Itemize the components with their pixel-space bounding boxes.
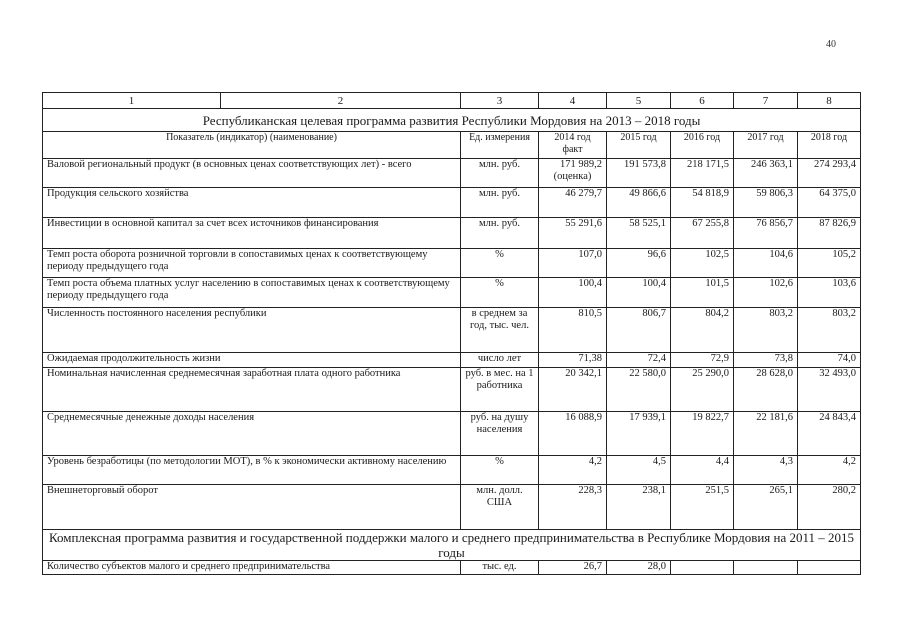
column-number: 6 bbox=[671, 93, 734, 109]
indicator-cell: Численность постоянного населения республики bbox=[43, 308, 461, 353]
column-number: 8 bbox=[798, 93, 861, 109]
value-2017: 104,6 bbox=[734, 249, 798, 278]
value-2015: 238,1 bbox=[607, 485, 671, 530]
section-title: Комплексная программа развития и государственной поддержки малого и среднего предпринимательства в Республике Мордовия на 2011 – 2015 годы bbox=[43, 530, 861, 561]
header-row bbox=[43, 132, 861, 159]
value-2014: 100,4 bbox=[539, 278, 607, 308]
value-2017: 28 628,0 bbox=[734, 368, 798, 412]
unit-cell: млн. руб. bbox=[461, 218, 539, 249]
column-number: 5 bbox=[607, 93, 671, 109]
unit-cell: млн. руб. bbox=[461, 188, 539, 218]
value-2014: 107,0 bbox=[539, 249, 607, 278]
value-2014: 16 088,9 bbox=[539, 412, 607, 456]
value-2018: 105,2 bbox=[798, 249, 861, 278]
column-number: 3 bbox=[461, 93, 539, 109]
indicator-cell: Номинальная начисленная среднемесячная заработная плата одного работника bbox=[43, 368, 461, 412]
value-2016: 102,5 bbox=[671, 249, 734, 278]
table-row bbox=[43, 368, 861, 412]
value-2014: 55 291,6 bbox=[539, 218, 607, 249]
year-label: 2014 год bbox=[554, 132, 591, 143]
indicator-header: Показатель (индикатор) (наименование) bbox=[43, 132, 461, 159]
table-row bbox=[43, 485, 861, 530]
value-2016: 804,2 bbox=[671, 308, 734, 353]
unit-cell: руб. на душу населения bbox=[461, 412, 539, 456]
value-2016: 251,5 bbox=[671, 485, 734, 530]
value-2015: 4,5 bbox=[607, 456, 671, 485]
value-2016: 54 818,9 bbox=[671, 188, 734, 218]
table-row bbox=[43, 249, 861, 278]
value-2018: 64 375,0 bbox=[798, 188, 861, 218]
year-header-2016: 2016 год bbox=[671, 132, 734, 159]
value-2018: 87 826,9 bbox=[798, 218, 861, 249]
value-2014 bbox=[539, 159, 607, 188]
value-2016 bbox=[671, 561, 734, 575]
indicator-cell: Инвестиции в основной капитал за счет всех источников финансирования bbox=[43, 218, 461, 249]
table-row bbox=[43, 159, 861, 188]
year-header-2018: 2018 год bbox=[798, 132, 861, 159]
unit-cell: % bbox=[461, 456, 539, 485]
value-2014: 20 342,1 bbox=[539, 368, 607, 412]
value-2017: 22 181,6 bbox=[734, 412, 798, 456]
unit-cell: млн. долл. США bbox=[461, 485, 539, 530]
value-2015: 100,4 bbox=[607, 278, 671, 308]
value-2017 bbox=[734, 561, 798, 575]
value-2018: 274 293,4 bbox=[798, 159, 861, 188]
indicator-cell: Темп роста объема платных услуг населению в сопоставимых ценах к соответствующему периоду предыдущего года bbox=[43, 278, 461, 308]
value-2015: 49 866,6 bbox=[607, 188, 671, 218]
indicator-cell: Валовой региональный продукт (в основных ценах соответствующих лет) - всего bbox=[43, 159, 461, 188]
value-2017: 265,1 bbox=[734, 485, 798, 530]
table-row bbox=[43, 412, 861, 456]
indicator-cell: Внешнеторговый оборот bbox=[43, 485, 461, 530]
indicator-cell: Уровень безработицы (по методологии МОТ), в % к экономически активному населению bbox=[43, 456, 461, 485]
unit-cell: млн. руб. bbox=[461, 159, 539, 188]
value-2017: 4,3 bbox=[734, 456, 798, 485]
value-2016: 101,5 bbox=[671, 278, 734, 308]
value: 171 989,2 bbox=[560, 159, 602, 170]
value-2018: 280,2 bbox=[798, 485, 861, 530]
unit-header: Ед. измерения bbox=[461, 132, 539, 159]
value-2017: 102,6 bbox=[734, 278, 798, 308]
value-2014: 26,7 bbox=[539, 561, 607, 575]
year-note: факт bbox=[562, 144, 583, 155]
section-title: Республиканская целевая программа развития Республики Мордовия на 2013 – 2018 годы bbox=[43, 109, 861, 132]
indicator-cell: Среднемесячные денежные доходы населения bbox=[43, 412, 461, 456]
table-row bbox=[43, 353, 861, 368]
value-2018: 24 843,4 bbox=[798, 412, 861, 456]
table-row bbox=[43, 456, 861, 485]
value-2015: 58 525,1 bbox=[607, 218, 671, 249]
indicators-table bbox=[42, 92, 861, 575]
value-2017: 76 856,7 bbox=[734, 218, 798, 249]
unit-cell: % bbox=[461, 249, 539, 278]
value-2015: 96,6 bbox=[607, 249, 671, 278]
year-header-2014 bbox=[539, 132, 607, 159]
value-2014: 4,2 bbox=[539, 456, 607, 485]
column-number-row bbox=[43, 93, 861, 109]
value-2014: 71,38 bbox=[539, 353, 607, 368]
indicator-cell: Темп роста оборота розничной торговли в сопоставимых ценах к соответствующему периоду предыдущего года bbox=[43, 249, 461, 278]
unit-cell: руб. в мес. на 1 работника bbox=[461, 368, 539, 412]
table-row bbox=[43, 561, 861, 575]
value-2016: 25 290,0 bbox=[671, 368, 734, 412]
value-2015: 191 573,8 bbox=[607, 159, 671, 188]
year-header-2015: 2015 год bbox=[607, 132, 671, 159]
value-2015: 22 580,0 bbox=[607, 368, 671, 412]
year-header-2017: 2017 год bbox=[734, 132, 798, 159]
column-number: 1 bbox=[43, 93, 221, 109]
value-2017: 59 806,3 bbox=[734, 188, 798, 218]
table-row bbox=[43, 188, 861, 218]
column-number: 4 bbox=[539, 93, 607, 109]
value-2015: 17 939,1 bbox=[607, 412, 671, 456]
value-2018 bbox=[798, 561, 861, 575]
value-note: (оценка) bbox=[553, 171, 592, 182]
page-number: 40 bbox=[826, 39, 836, 50]
section-title-row bbox=[43, 109, 861, 132]
value-2016: 218 171,5 bbox=[671, 159, 734, 188]
section-title-row bbox=[43, 530, 861, 561]
column-number: 2 bbox=[221, 93, 461, 109]
value-2016: 4,4 bbox=[671, 456, 734, 485]
unit-cell: тыс. ед. bbox=[461, 561, 539, 575]
value-2014: 810,5 bbox=[539, 308, 607, 353]
value-2018: 32 493,0 bbox=[798, 368, 861, 412]
value-2016: 72,9 bbox=[671, 353, 734, 368]
value-2017: 246 363,1 bbox=[734, 159, 798, 188]
value-2017: 803,2 bbox=[734, 308, 798, 353]
table-row bbox=[43, 278, 861, 308]
value-2018: 803,2 bbox=[798, 308, 861, 353]
value-2016: 67 255,8 bbox=[671, 218, 734, 249]
unit-cell: число лет bbox=[461, 353, 539, 368]
value-2018: 4,2 bbox=[798, 456, 861, 485]
value-2018: 103,6 bbox=[798, 278, 861, 308]
value-2014: 46 279,7 bbox=[539, 188, 607, 218]
value-2018: 74,0 bbox=[798, 353, 861, 368]
table-row bbox=[43, 308, 861, 353]
value-2015: 72,4 bbox=[607, 353, 671, 368]
value-2017: 73,8 bbox=[734, 353, 798, 368]
column-number: 7 bbox=[734, 93, 798, 109]
indicator-cell: Ожидаемая продолжительность жизни bbox=[43, 353, 461, 368]
unit-cell: в среднем за год, тыс. чел. bbox=[461, 308, 539, 353]
unit-cell: % bbox=[461, 278, 539, 308]
value-2014: 228,3 bbox=[539, 485, 607, 530]
table-row bbox=[43, 218, 861, 249]
value-2016: 19 822,7 bbox=[671, 412, 734, 456]
value-2015: 28,0 bbox=[607, 561, 671, 575]
indicator-cell: Продукция сельского хозяйства bbox=[43, 188, 461, 218]
indicator-cell: Количество субъектов малого и среднего предпринимательства bbox=[43, 561, 461, 575]
value-2015: 806,7 bbox=[607, 308, 671, 353]
